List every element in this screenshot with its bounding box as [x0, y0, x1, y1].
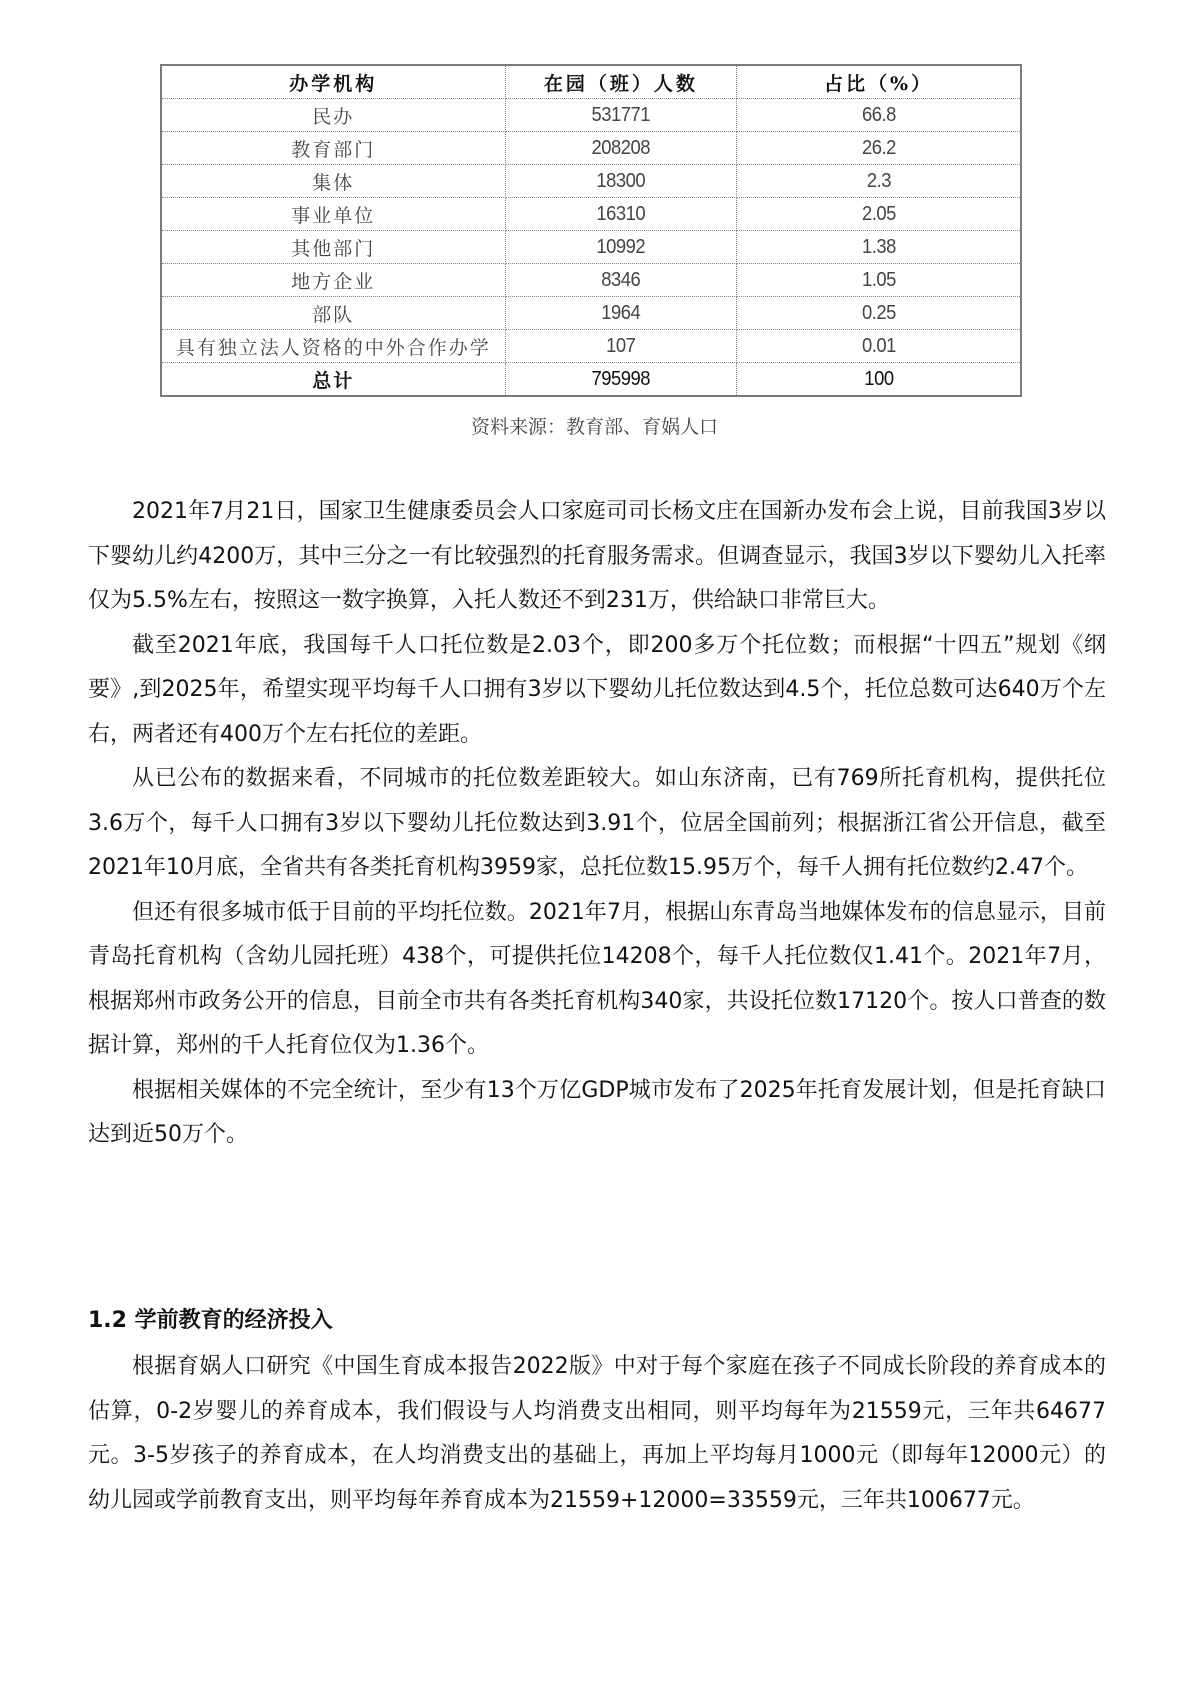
table-row [161, 297, 1021, 330]
paragraph-education-cost: 根据育娲人口研究《中国生育成本报告2022版》中对于每个家庭在孩子不同成长阶段的养育成本的估算，0-2岁婴儿的养育成本，我们假设与人均消费支出相同，则平均每年为21559元，三年共64677元。3-5岁孩子的养育成本，在人均消费支出的基础上，再加上平均每月1000元（即每年12000元）的幼儿园或学前教育支出，则平均每年养育成本为21559+12000=33559元，三年共100677元。 [88, 1354, 1106, 1513]
cell-enrollment: 208208 [514, 132, 727, 165]
kindergarten-enrollment-table [160, 64, 1022, 397]
cell-institution: 具有独立法人资格的中外合作办学 [161, 330, 505, 363]
table-row [161, 198, 1021, 231]
paragraph-city-comparison: 从已公布的数据来看，不同城市的托位数差距较大。如山东济南，已有769所托育机构，提供托位3.6万个，每千人口拥有3岁以下婴幼儿托位数达到3.91个，位居全国前列；根据浙江省公开信息，截至2021年10月底，全省共有各类托育机构3959家，总托位数15.95万个，每千人拥有托位数约2.47个。 [88, 766, 1106, 880]
cell-enrollment: 8346 [514, 264, 727, 297]
cell-enrollment: 1964 [514, 297, 727, 330]
table-total-row [161, 363, 1021, 397]
cell-institution: 民办 [161, 99, 505, 132]
cell-enrollment: 107 [514, 330, 727, 363]
table-row [161, 132, 1021, 165]
header-percentage: 占比（%） [737, 65, 1021, 99]
cell-institution: 其他部门 [161, 231, 505, 264]
cell-percentage: 2.3 [748, 165, 1010, 198]
table-row [161, 231, 1021, 264]
cell-institution: 事业单位 [161, 198, 505, 231]
body-paragraphs [88, 490, 1106, 1158]
cell-total-percentage: 100 [748, 363, 1010, 397]
cell-enrollment: 531771 [514, 99, 727, 132]
header-institution: 办学机构 [161, 65, 505, 99]
paragraph-low-cities: 但还有很多城市低于目前的平均托位数。2021年7月，根据山东青岛当地媒体发布的信息显示，目前青岛托育机构（含幼儿园托班）438个，可提供托位14208个，每千人托位数仅1.41个。2021年7月，根据郑州市政务公开的信息，目前全市共有各类托育机构340家，共设托位数17120个。按人口普查的数据计算，郑州的千人托育位仅为1.36个。 [88, 899, 1106, 1058]
cell-percentage: 2.05 [748, 198, 1010, 231]
header-enrollment: 在园（班）人数 [505, 65, 737, 99]
cell-percentage: 0.01 [748, 330, 1010, 363]
cell-institution: 集体 [161, 165, 505, 198]
cell-enrollment: 16310 [514, 198, 727, 231]
cell-percentage: 1.38 [748, 231, 1010, 264]
table-row [161, 165, 1021, 198]
section-heading: 1.2 学前教育的经济投入 [88, 1308, 333, 1333]
section-body [88, 1345, 1106, 1523]
cell-total-label: 总计 [161, 363, 505, 397]
cell-institution: 地方企业 [161, 264, 505, 297]
table-row [161, 264, 1021, 297]
table-source-caption: 资料来源：教育部、育娲人口 [470, 416, 718, 438]
cell-institution: 教育部门 [161, 132, 505, 165]
cell-percentage: 1.05 [748, 264, 1010, 297]
cell-total-enrollment: 795998 [514, 363, 727, 397]
table-header-row [161, 65, 1021, 99]
cell-percentage: 66.8 [748, 99, 1010, 132]
table-row [161, 330, 1021, 363]
cell-institution: 部队 [161, 297, 505, 330]
paragraph-nursery-gap: 截至2021年底，我国每千人口托位数是2.03个，即200多万个托位数；而根据“十四五”规划《纲要》,到2025年，希望实现平均每千人口拥有3岁以下婴幼儿托位数达到4.5个，托位总数可达640万个左右，两者还有400万个左右托位的差距。 [88, 632, 1106, 747]
paragraph-gdp-cities: 根据相关媒体的不完全统计，至少有13个万亿GDP城市发布了2025年托育发展计划，但是托育缺口达到近50万个。 [88, 1077, 1106, 1147]
cell-enrollment: 18300 [514, 165, 727, 198]
cell-percentage: 26.2 [748, 132, 1010, 165]
cell-percentage: 0.25 [748, 297, 1010, 330]
cell-enrollment: 10992 [514, 231, 727, 264]
table-row [161, 99, 1021, 132]
paragraph-nursery-demand: 2021年7月21日，国家卫生健康委员会人口家庭司司长杨文庄在国新办发布会上说，目前我国3岁以下婴幼儿约4200万，其中三分之一有比较强烈的托育服务需求。但调查显示，我国3岁以下婴幼儿入托率仅为5.5%左右，按照这一数字换算，入托人数还不到231万，供给缺口非常巨大。 [88, 499, 1106, 613]
